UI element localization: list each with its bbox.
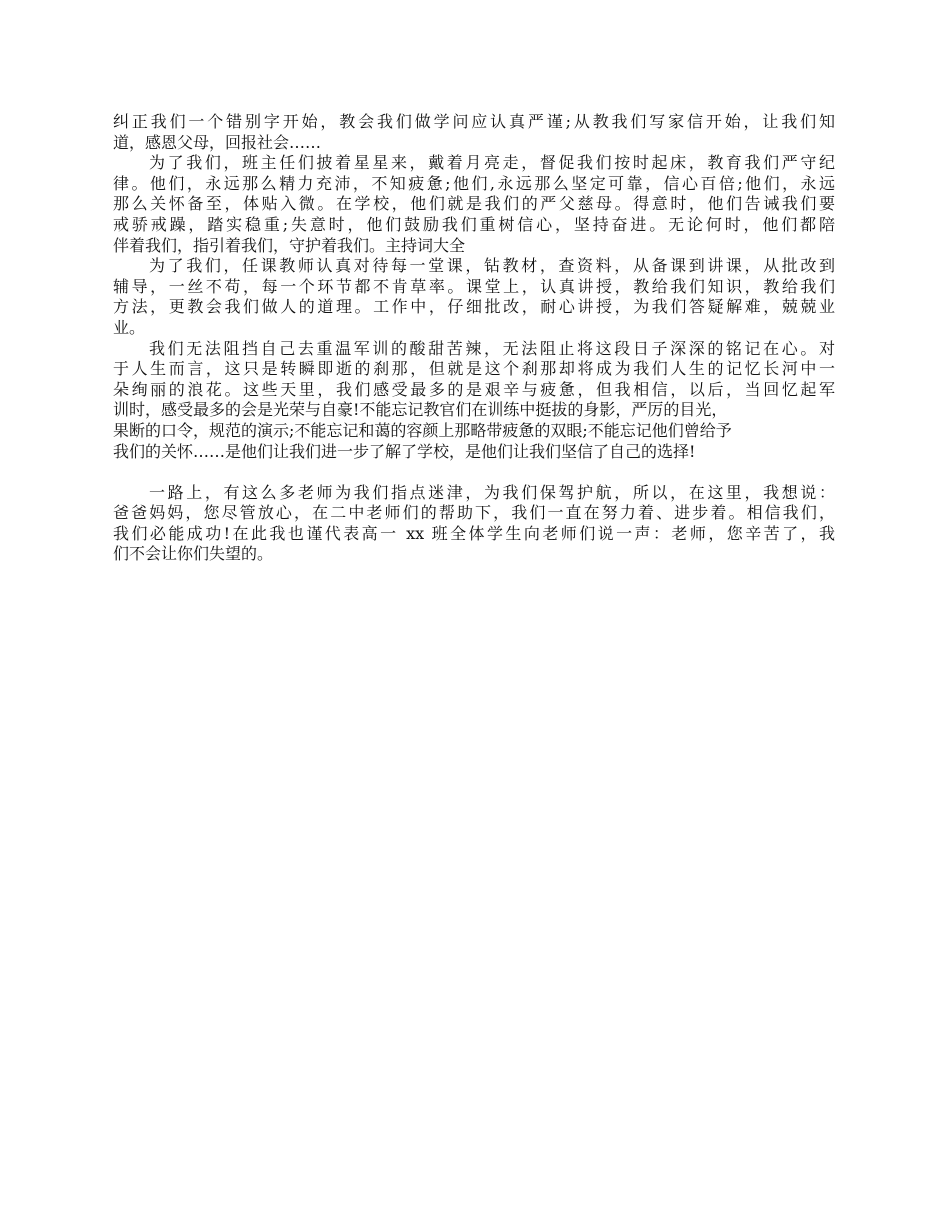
text-line: 果断的口令，规范的演示;不能忘记和蔼的容颜上那略带疲惫的双眼;不能忘记他们曾给予 — [113, 420, 732, 440]
text-line: 训时，感受最多的会是光荣与自豪!不能忘记教官们在训练中挺拔的身影，严厉的目光， — [113, 400, 728, 420]
text-line: 于人生而言，这只是转瞬即逝的刹那，但就是这个刹那却将成为我们人生的记忆长河中一 — [113, 359, 835, 379]
document-body — [113, 112, 835, 565]
text-line: 一路上，有这么多老师为我们指点迷津，为我们保驾护航，所以，在这里，我想说： — [149, 482, 835, 502]
text-line: 道，感恩父母，回报社会…… — [113, 132, 322, 152]
text-line: 为了我们，任课教师认真对待每一堂课，钻教材，查资料，从备课到讲课，从批改到 — [149, 256, 835, 276]
text-line: 戒骄戒躁，踏实稳重;失意时，他们鼓励我们重树信心，坚持奋进。无论何时，他们都陪 — [113, 214, 835, 234]
text-line: 我们的关怀……是他们让我们进一步了解了学校，是他们让我们坚信了自己的选择! — [113, 441, 696, 461]
blank-line — [113, 462, 835, 483]
text-line: 纠正我们一个错别字开始，教会我们做学问应认真严谨;从教我们写家信开始，让我们知 — [113, 112, 835, 131]
text-line: 我们无法阻挡自己去重温军训的酸甜苦辣，无法阻止将这段日子深深的铭记在心。对 — [149, 338, 835, 358]
text-line: 为了我们，班主任们披着星星来，戴着月亮走，督促我们按时起床，教育我们严守纪 — [149, 153, 835, 173]
text-line: 律。他们，永远那么精力充沛，不知疲惫;他们,永远那么坚定可靠，信心百倍;他们，永远 — [113, 173, 835, 193]
text-line: 方法，更教会我们做人的道理。工作中，仔细批改，耐心讲授，为我们答疑解难，兢兢业 — [113, 297, 835, 317]
text-line: 辅导，一丝不苟，每一个环节都不肯草率。课堂上，认真讲授，教给我们知识，教给我们 — [113, 276, 835, 296]
text-line: 我们必能成功!在此我也谨代表高一 xx 班全体学生向老师们说一声：老师，您辛苦了，我 — [113, 523, 835, 543]
text-line: 伴着我们，指引着我们，守护着我们。主持词大全 — [113, 235, 466, 255]
text-line: 爸爸妈妈，您尽管放心，在二中老师们的帮助下，我们一直在努力着、进步着。相信我们， — [113, 503, 835, 523]
text-line: 业。 — [113, 317, 146, 337]
text-line: 朵绚丽的浪花。这些天里，我们感受最多的是艰辛与疲惫，但我相信，以后，当回忆起军 — [113, 379, 835, 399]
text-line: 那么关怀备至，体贴入微。在学校，他们就是我们的严父慈母。得意时，他们告诫我们要 — [113, 194, 835, 214]
text-line: 们不会让你们失望的。 — [113, 544, 274, 564]
